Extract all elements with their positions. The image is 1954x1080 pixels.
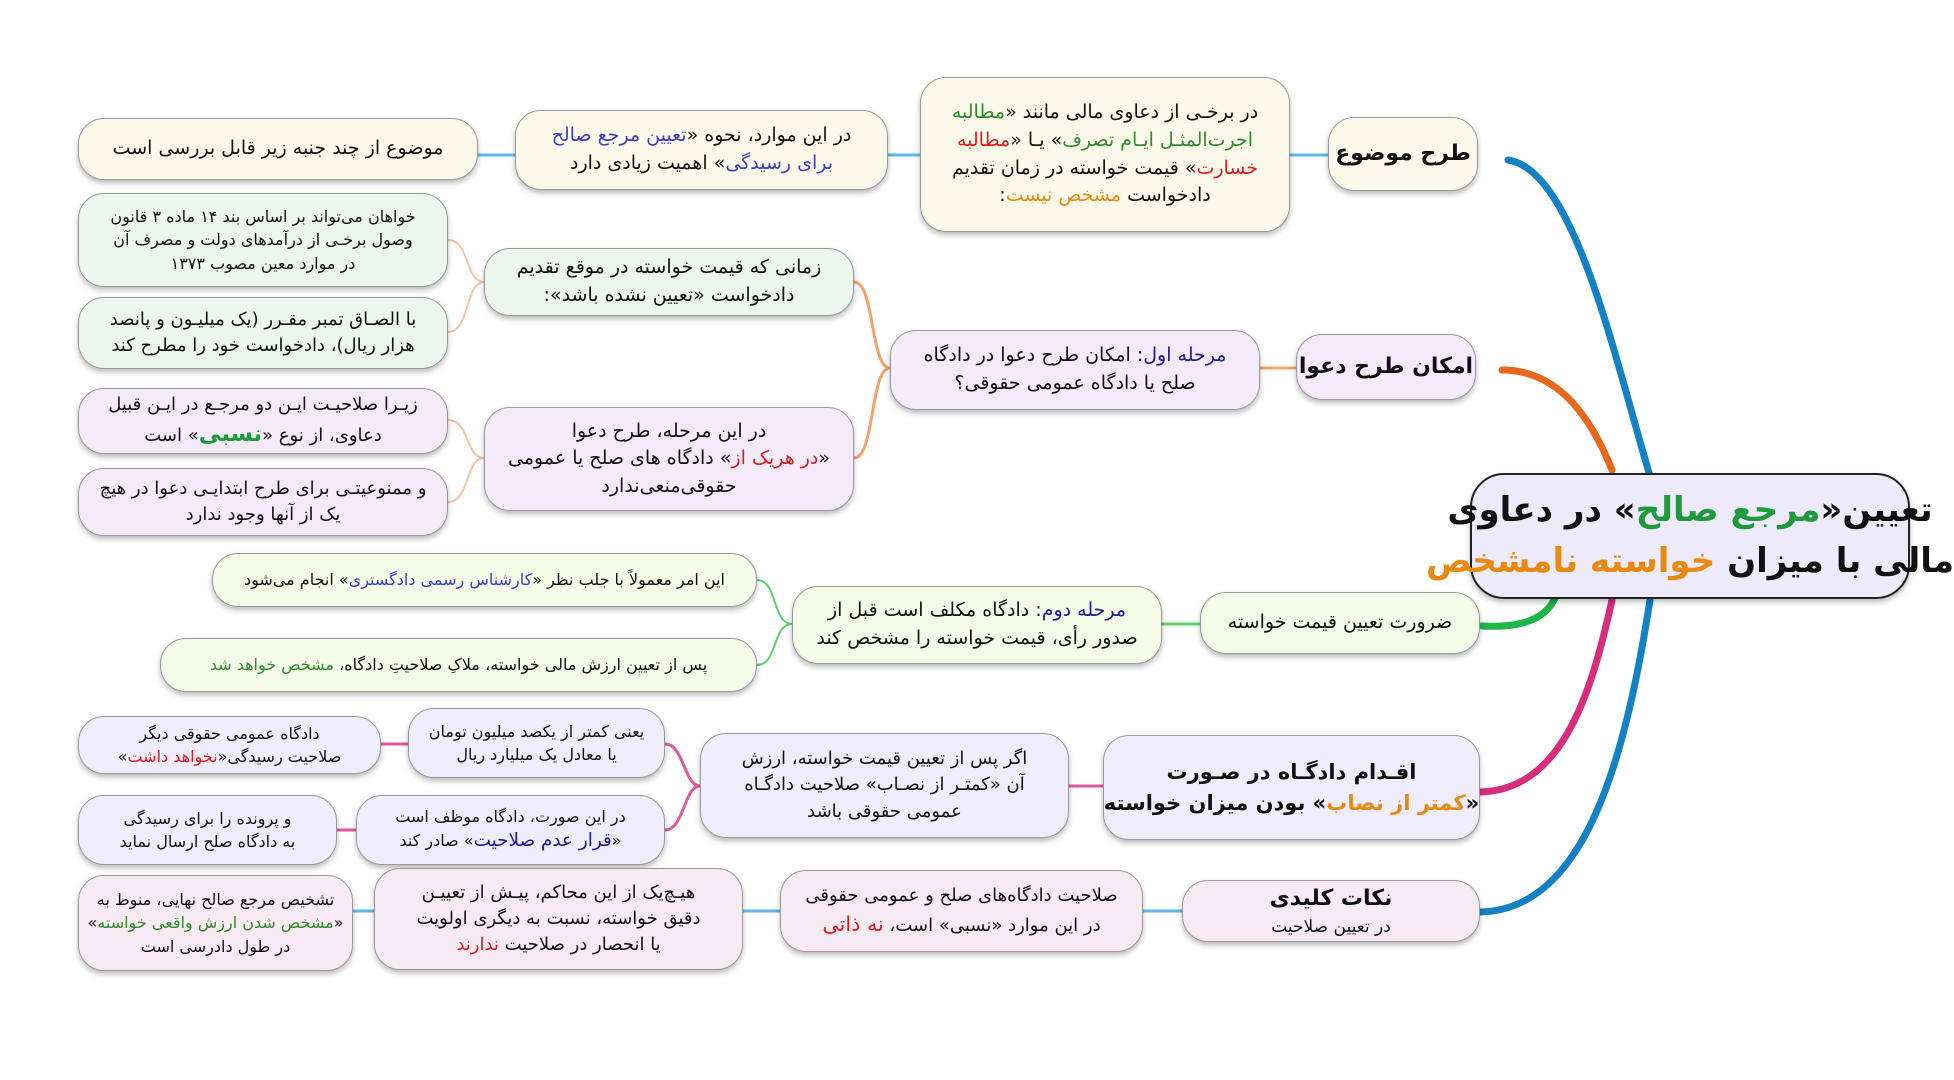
- leaf-refer-to-peace-court[interactable]: و پرونده را برای رسیدگی به دادگاه صلح ارسال نماید: [78, 795, 337, 865]
- leaf-legal-clause[interactable]: خواهان می‌تواند بر اساس بند ۱۴ ماده ۳ قانون وصول برخـی از درآمدهای دولت و مصرف آن در موارد معین مصوب ۱۳۷۳: [78, 193, 448, 287]
- branch-topic-below-threshold[interactable]: اقـدام دادگـاه در صـورت «کمتر از نصاب» بودن میزان خواسته: [1103, 735, 1480, 840]
- leaf-relative-jurisdiction[interactable]: زیـرا صلاحیـت ایـن دو مرجـع در ایـن قبیل دعاوی، از نوع «نسبی» است: [78, 388, 448, 454]
- topic-node-aspects-review[interactable]: موضوع از چند جنبه زیر قابل بررسی است: [78, 118, 478, 180]
- leaf-final-determination[interactable]: تشخیص مرجع صالح نهایی، منوط به «مشخص شدن ارزش واقعی خواسته» در طول دادرسی است: [78, 875, 353, 971]
- unset-value-node[interactable]: زمانی که قیمت خواسته در موقع تقدیم دادخواست «تعیین نشده باشد»:: [484, 248, 854, 316]
- relative-not-inherent-node[interactable]: صلاحیت دادگاه‌های صلح و عمومی حقوقی در این موارد «نسبی» است، نه ذاتی: [780, 870, 1143, 952]
- topic-node-financial-claims[interactable]: در برخـی از دعاوی مالی مانند «مطالبه اجرت‌المثـل ایـام تصرف» یـا «مطالبه خسارت» قیمت خواسته در زمان تقدیم دادخواست مشخص نیست:: [920, 77, 1290, 232]
- threshold-condition-node[interactable]: اگر پس از تعیین قیمت خواسته، ارزش آن «کمتـر از نصـاب» صلاحیت دادگـاه عمومی حقوقی باشد: [700, 733, 1069, 838]
- leaf-connector-3b: [757, 624, 792, 665]
- sub-connector-2c: [854, 368, 890, 458]
- leaf-stamp-fee[interactable]: با الصـاق تمبر مقـرر (یک میلیـون و پانصد هزار ریال)، دادخواست خود را مطرح کند: [78, 297, 448, 369]
- central-topic[interactable]: تعیین«مرجع صالح» در دعاوی مالی با میزان خواسته نامشخص: [1470, 473, 1910, 599]
- branch-topic-raising-issue[interactable]: طرح موضوع: [1328, 117, 1478, 191]
- no-priority-node[interactable]: هیـچ‌یک از این محاکم، پیـش از تعییـن دقیق خواسته، نسبت به دیگری اولویت یا انحصار در صلاحیت ندارند: [374, 868, 743, 970]
- leaf-connector-2a: [448, 240, 484, 282]
- leaf-jurisdiction-criterion[interactable]: پس از تعیین ارزش مالی خواسته، ملاکِ صلاحیتِ دادگاه، مشخص خواهد شد: [160, 638, 757, 692]
- sub-connector-2b: [854, 282, 890, 368]
- leaf-official-expert[interactable]: این امر معمولاً با جلب نظر «کارشناس رسمی دادگستری» انجام می‌شود: [212, 553, 757, 607]
- branch-topic-value-determination[interactable]: ضرورت تعیین قیمت خواسته: [1200, 592, 1480, 654]
- leaf-connector-2b: [448, 282, 484, 332]
- branch-topic-filing-possibility[interactable]: امکان طرح دعوا: [1296, 334, 1476, 400]
- threshold-amount-node[interactable]: یعنی کمتر از یکصد میلیون تومان یا معادل یک میلیارد ریال: [408, 708, 665, 778]
- branch-topic-key-points[interactable]: نکات کلیدی در تعیین صلاحیت: [1182, 880, 1480, 942]
- branch-connector-3: [1482, 598, 1555, 626]
- sub-connector-4c: [665, 786, 700, 830]
- filing-in-either-court-node[interactable]: در این مرحله، طرح دعوا «در هریک از» دادگاه های صلح یا عمومی حقوقی‌منعی‌ندارد: [484, 407, 854, 511]
- sub-connector-4b: [665, 744, 700, 786]
- topic-node-competent-authority-importance[interactable]: در این موارد، نحوه «تعیین مرجع صالح برای رسیدگی» اهمیت زیادی دارد: [515, 110, 888, 190]
- branch-connector-1: [1508, 160, 1650, 476]
- branch-connector-5: [1480, 600, 1650, 912]
- leaf-connector-2d: [448, 458, 484, 502]
- stage-one-node[interactable]: مرحله اول: امکان طرح دعوا در دادگاه صلح یا دادگاه عمومی حقوقی؟: [890, 330, 1260, 410]
- dismissal-order-node[interactable]: در این صورت، دادگاه موظف است «قرار عدم صلاحیت» صادر کند: [356, 795, 665, 865]
- leaf-no-jurisdiction[interactable]: دادگاه عمومی حقوقی دیگر صلاحیت رسیدگی«نخواهد داشت»: [78, 716, 381, 774]
- leaf-connector-3a: [757, 580, 792, 624]
- leaf-connector-2c: [448, 420, 484, 458]
- stage-two-node[interactable]: مرحله دوم: دادگاه مکلف است قبل از صدور رأی، قیمت خواسته را مشخص کند: [792, 586, 1162, 664]
- branch-connector-2: [1502, 370, 1612, 470]
- leaf-no-prohibition[interactable]: و ممنوعیتـی برای طرح ابتدایـی دعوا در هیچ یک از آنها وجود ندارد: [78, 468, 448, 536]
